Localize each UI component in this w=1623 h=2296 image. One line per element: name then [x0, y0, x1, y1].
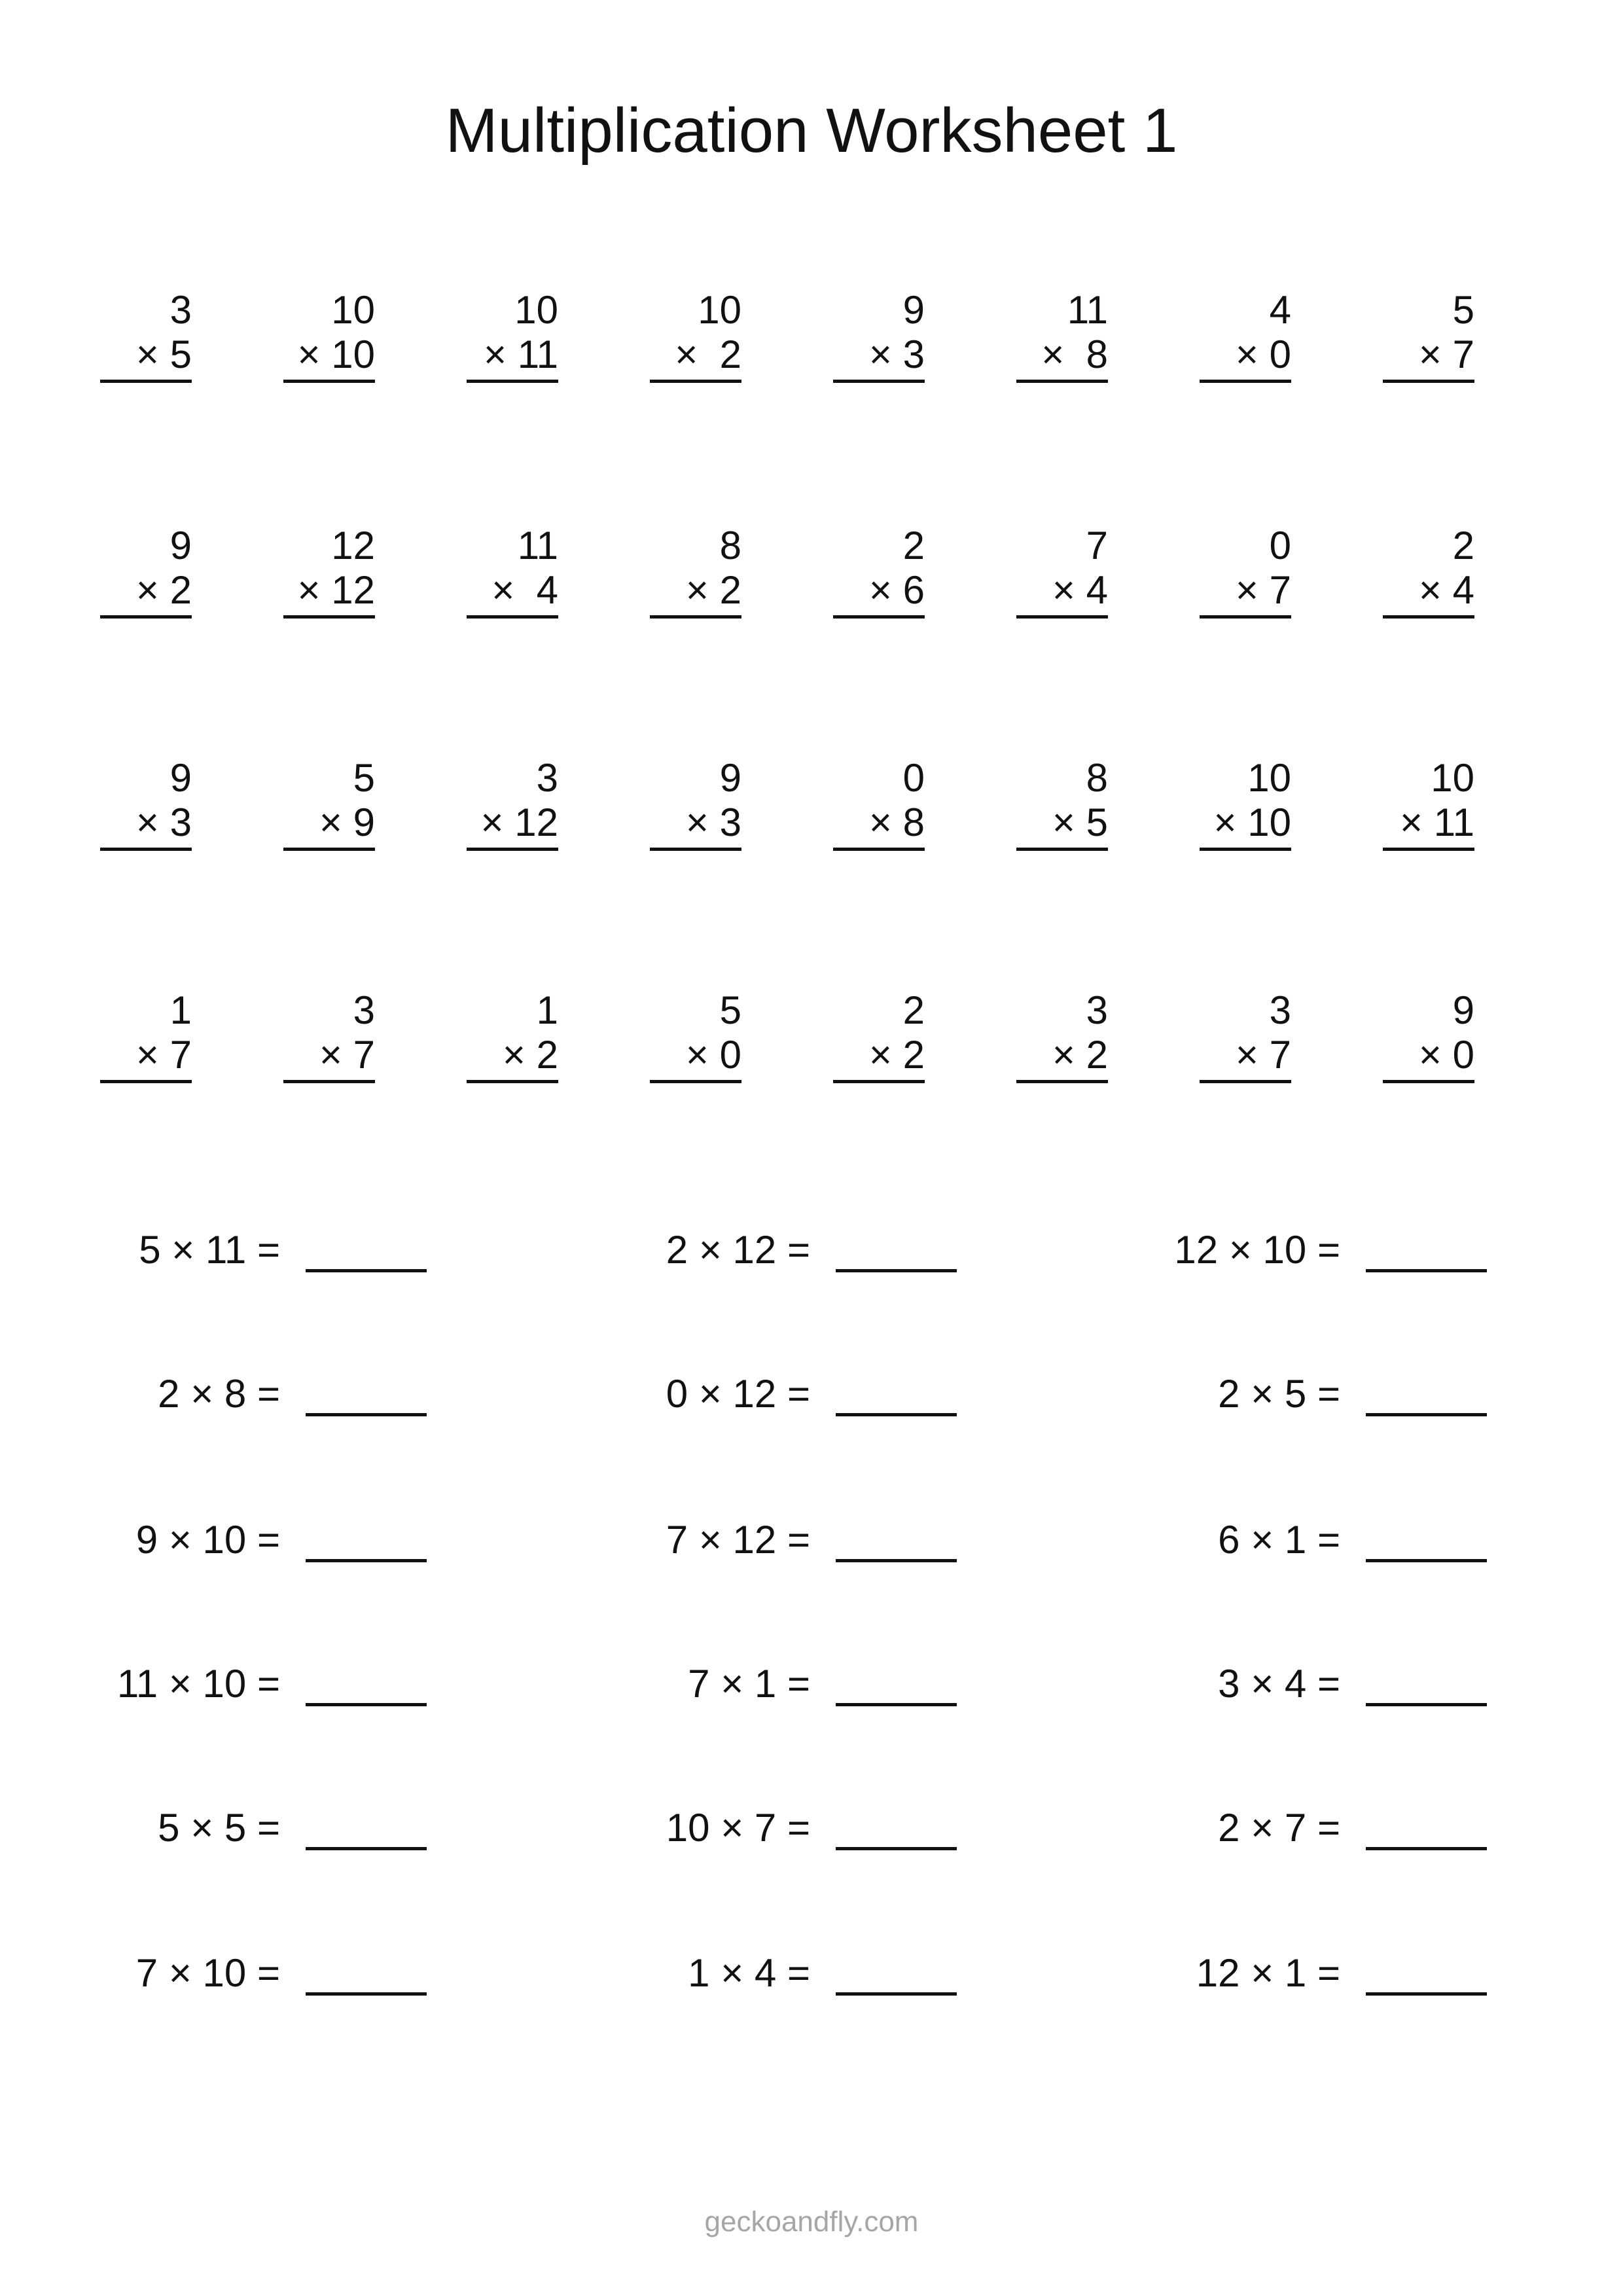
vertical-problem — [1200, 756, 1291, 851]
footer-credit: geckoandfly.com — [704, 2206, 919, 2238]
vertical-problem-multiplier: × 2 — [100, 568, 192, 619]
vertical-problem — [833, 288, 925, 383]
vertical-problem-multiplier: × 11 — [1383, 800, 1474, 851]
vertical-problem-top-number: 3 — [1086, 988, 1108, 1032]
horizontal-problem — [666, 1805, 957, 1851]
horizontal-problem-expression: 3 × 4 = — [1218, 1662, 1340, 1706]
vertical-problem — [1200, 988, 1291, 1083]
vertical-problem — [100, 988, 192, 1083]
vertical-problem-top-number: 10 — [331, 288, 375, 332]
vertical-problem-multiplier: × 10 — [1200, 800, 1291, 851]
vertical-problem-top-number: 9 — [902, 288, 925, 332]
vertical-problem-multiplier: × 0 — [650, 1033, 741, 1083]
horizontal-problem — [1212, 1371, 1487, 1417]
answer-blank[interactable] — [306, 1810, 427, 1850]
vertical-problem-multiplier: × 9 — [283, 800, 375, 851]
horizontal-problem — [152, 1805, 427, 1851]
horizontal-problem — [682, 1661, 957, 1707]
vertical-problem-multiplier: × 3 — [650, 800, 741, 851]
answer-blank[interactable] — [306, 1666, 427, 1706]
vertical-problem — [467, 988, 558, 1083]
vertical-problem-multiplier: × 4 — [1016, 568, 1108, 619]
vertical-problem-top-number: 12 — [331, 524, 375, 567]
horizontal-problem — [116, 1661, 427, 1707]
answer-blank[interactable] — [836, 1522, 957, 1562]
vertical-problem-multiplier: × 5 — [1016, 800, 1108, 851]
vertical-problem-top-number: 9 — [719, 756, 741, 800]
answer-blank[interactable] — [1366, 1522, 1487, 1562]
vertical-problem-top-number: 0 — [1269, 524, 1291, 567]
vertical-problem-multiplier: × 7 — [1200, 568, 1291, 619]
vertical-problem — [467, 288, 558, 383]
vertical-problem-top-number: 1 — [536, 988, 558, 1032]
worksheet-title: Multiplication Worksheet 1 — [445, 96, 1178, 166]
horizontal-problem — [666, 1371, 957, 1417]
answer-blank[interactable] — [1366, 1666, 1487, 1706]
vertical-problem-top-number: 9 — [169, 524, 192, 567]
horizontal-problem — [1212, 1517, 1487, 1563]
vertical-problem-multiplier: × 8 — [1016, 332, 1108, 383]
vertical-problem-multiplier: × 3 — [100, 800, 192, 851]
vertical-problem-top-number: 1 — [169, 988, 192, 1032]
horizontal-problem-expression: 5 × 11 = — [139, 1228, 280, 1272]
horizontal-problem — [1212, 1805, 1487, 1851]
horizontal-problem-expression: 2 × 12 = — [666, 1228, 810, 1272]
vertical-problem-top-number: 2 — [902, 988, 925, 1032]
vertical-problem — [833, 524, 925, 619]
vertical-problem — [467, 524, 558, 619]
vertical-problem — [1383, 524, 1474, 619]
horizontal-problem-expression: 7 × 12 = — [666, 1518, 810, 1562]
vertical-problem-multiplier: × 5 — [100, 332, 192, 383]
horizontal-problem — [135, 1517, 427, 1563]
vertical-problem — [467, 756, 558, 851]
horizontal-problem-expression: 7 × 1 = — [688, 1662, 810, 1706]
vertical-problem — [100, 288, 192, 383]
vertical-problem-multiplier: × 4 — [1383, 568, 1474, 619]
vertical-problem-top-number: 3 — [353, 988, 375, 1032]
vertical-problem-top-number: 5 — [1452, 288, 1474, 332]
vertical-problem-top-number: 8 — [719, 524, 741, 567]
vertical-problem-multiplier: × 2 — [833, 1033, 925, 1083]
answer-blank[interactable] — [836, 1232, 957, 1272]
answer-blank[interactable] — [306, 1232, 427, 1272]
horizontal-problem-expression: 7 × 10 = — [135, 1951, 280, 1995]
vertical-problem-multiplier: × 7 — [100, 1033, 192, 1083]
answer-blank[interactable] — [1366, 1810, 1487, 1850]
vertical-problem-top-number: 10 — [1247, 756, 1291, 800]
horizontal-problem-expression: 12 × 1 = — [1196, 1951, 1340, 1995]
horizontal-problem-expression: 2 × 7 = — [1218, 1806, 1340, 1850]
vertical-problem — [1016, 988, 1108, 1083]
horizontal-problem — [152, 1371, 427, 1417]
vertical-problem — [283, 988, 375, 1083]
horizontal-problem — [139, 1227, 427, 1273]
vertical-problem-multiplier: × 12 — [467, 800, 558, 851]
vertical-problem-top-number: 10 — [1431, 756, 1474, 800]
vertical-problem — [833, 988, 925, 1083]
horizontal-problem — [666, 1517, 957, 1563]
horizontal-problem-expression: 6 × 1 = — [1218, 1518, 1340, 1562]
horizontal-problem — [682, 1950, 957, 1996]
vertical-problem — [1200, 288, 1291, 383]
horizontal-problem-expression: 0 × 12 = — [666, 1372, 810, 1416]
vertical-problem — [1016, 288, 1108, 383]
answer-blank[interactable] — [836, 1666, 957, 1706]
vertical-problem-top-number: 8 — [1086, 756, 1108, 800]
vertical-problem — [650, 288, 741, 383]
vertical-problem — [1383, 988, 1474, 1083]
vertical-problem-top-number: 2 — [902, 524, 925, 567]
horizontal-problem — [1196, 1950, 1487, 1996]
answer-blank[interactable] — [836, 1376, 957, 1416]
horizontal-problem-expression: 12 × 10 = — [1174, 1228, 1340, 1272]
vertical-problem-multiplier: × 4 — [467, 568, 558, 619]
answer-blank[interactable] — [1366, 1376, 1487, 1416]
vertical-problem — [1383, 288, 1474, 383]
vertical-problem-top-number: 0 — [902, 756, 925, 800]
horizontal-problem-expression: 5 × 5 = — [158, 1806, 280, 1850]
vertical-problem — [100, 524, 192, 619]
horizontal-problem-expression: 1 × 4 = — [688, 1951, 810, 1995]
vertical-problem — [1016, 756, 1108, 851]
vertical-problem — [283, 756, 375, 851]
vertical-problem-multiplier: × 0 — [1200, 332, 1291, 383]
vertical-problem-top-number: 7 — [1086, 524, 1108, 567]
vertical-problem — [650, 756, 741, 851]
vertical-problem-top-number: 3 — [1269, 988, 1291, 1032]
vertical-problem-top-number: 9 — [169, 756, 192, 800]
vertical-problem-multiplier: × 8 — [833, 800, 925, 851]
vertical-problem-multiplier: × 10 — [283, 332, 375, 383]
vertical-problem — [100, 756, 192, 851]
horizontal-problem — [135, 1950, 427, 1996]
vertical-problem-top-number: 11 — [1067, 288, 1108, 332]
vertical-problem-multiplier: × 2 — [650, 568, 741, 619]
vertical-problem-multiplier: × 11 — [467, 332, 558, 383]
horizontal-problem-expression: 2 × 8 = — [158, 1372, 280, 1416]
vertical-problem — [833, 756, 925, 851]
horizontal-problem — [1212, 1661, 1487, 1707]
answer-blank[interactable] — [306, 1376, 427, 1416]
vertical-problem — [1383, 756, 1474, 851]
answer-blank[interactable] — [836, 1810, 957, 1850]
vertical-problem-top-number: 2 — [1452, 524, 1474, 567]
answer-blank[interactable] — [836, 1956, 957, 1996]
answer-blank[interactable] — [1366, 1232, 1487, 1272]
answer-blank[interactable] — [306, 1522, 427, 1562]
vertical-problem-multiplier: × 2 — [650, 332, 741, 383]
vertical-problem-top-number: 3 — [169, 288, 192, 332]
vertical-problem-top-number: 11 — [517, 524, 558, 567]
vertical-problem-top-number: 3 — [536, 756, 558, 800]
vertical-problem-multiplier: × 0 — [1383, 1033, 1474, 1083]
vertical-problem-multiplier: × 2 — [467, 1033, 558, 1083]
vertical-problem-multiplier: × 12 — [283, 568, 375, 619]
vertical-problem — [283, 524, 375, 619]
horizontal-problem-expression: 10 × 7 = — [666, 1806, 810, 1850]
horizontal-problem — [1174, 1227, 1487, 1273]
vertical-problem — [1016, 524, 1108, 619]
vertical-problem-multiplier: × 6 — [833, 568, 925, 619]
vertical-problem-top-number: 10 — [514, 288, 558, 332]
vertical-problem-multiplier: × 3 — [833, 332, 925, 383]
vertical-problem-top-number: 4 — [1269, 288, 1291, 332]
vertical-problem — [650, 988, 741, 1083]
answer-blank[interactable] — [306, 1956, 427, 1996]
vertical-problem — [650, 524, 741, 619]
vertical-problem-multiplier: × 2 — [1016, 1033, 1108, 1083]
vertical-problem-multiplier: × 7 — [1383, 332, 1474, 383]
vertical-problem-top-number: 5 — [719, 988, 741, 1032]
vertical-problem-multiplier: × 7 — [283, 1033, 375, 1083]
answer-blank[interactable] — [1366, 1956, 1487, 1996]
vertical-problem-multiplier: × 7 — [1200, 1033, 1291, 1083]
vertical-problem — [283, 288, 375, 383]
horizontal-problem-expression: 11 × 10 = — [116, 1662, 280, 1706]
vertical-problem-top-number: 9 — [1452, 988, 1474, 1032]
vertical-problem — [1200, 524, 1291, 619]
vertical-problem-top-number: 10 — [698, 288, 741, 332]
horizontal-problem-expression: 9 × 10 = — [135, 1518, 280, 1562]
horizontal-problem — [666, 1227, 957, 1273]
horizontal-problem-expression: 2 × 5 = — [1218, 1372, 1340, 1416]
vertical-problem-top-number: 5 — [353, 756, 375, 800]
